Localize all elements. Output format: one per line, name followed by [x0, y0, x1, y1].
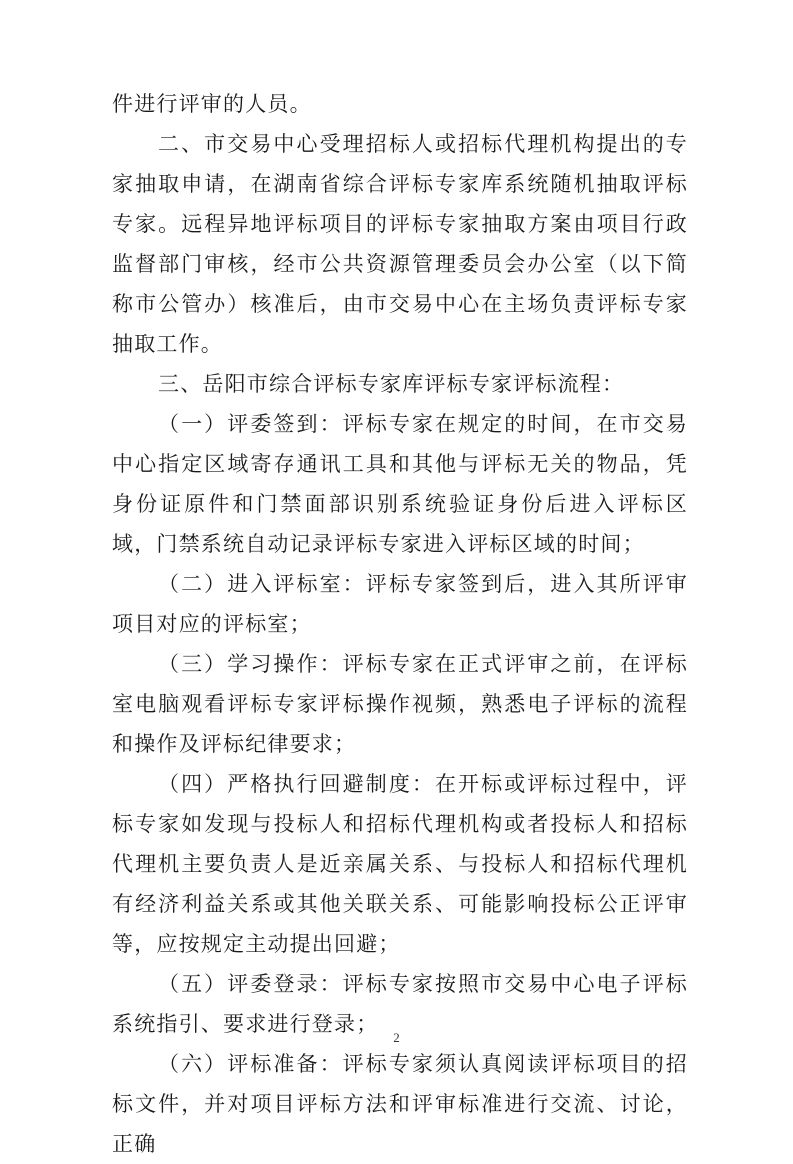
- paragraph-continuation: 件进行评审的人员。: [112, 92, 312, 116]
- page-number: 2: [393, 1030, 400, 1045]
- paragraph-item-4: （四）严格执行回避制度：在开标或评标过程中，评标专家如发现与投标人和招标代理机构或者投标人和招标代理机主要负责人是近亲属关系、与投标人和招标代理机有经济利益关系或其他关联关系、可能影响投标公正评审等，应按规定主动提出回避；: [112, 772, 688, 956]
- paragraph-item-3: （三）学习操作：评标专家在正式评审之前，在评标室电脑观看评标专家评标操作视频，熟悉电子评标的流程和操作及评标纪律要求；: [112, 652, 688, 756]
- paragraph-item-1: （一）评委签到：评标专家在规定的时间，在市交易中心指定区域寄存通讯工具和其他与评标无关的物品，凭身份证原件和门禁面部识别系统验证身份后进入评标区域，门禁系统自动记录评标专家进入评标区域的时间；: [112, 412, 688, 556]
- paragraph-item-2: （二）进入评标室：评标专家签到后，进入其所评审项目对应的评标室；: [112, 572, 688, 636]
- paragraph-item-5: （五）评委登录：评标专家按照市交易中心电子评标系统指引、要求进行登录；: [112, 972, 688, 1036]
- paragraph-item-6: （六）评标准备：评标专家须认真阅读评标项目的招标文件，并对项目评标方法和评审标准进行交流、讨论，正确: [112, 1052, 688, 1156]
- paragraph-section-3-heading: 三、岳阳市综合评标专家库评标专家评标流程：: [158, 372, 625, 396]
- body-text: [112, 84, 688, 1164]
- paragraph-section-2: 二、市交易中心受理招标人或招标代理机构提出的专家抽取申请，在湖南省综合评标专家库系统随机抽取评标专家。远程异地评标项目的评标专家抽取方案由项目行政监督部门审核，经市公共资源管理委员会办公室（以下简称市公管办）核准后，由市交易中心在主场负责评标专家抽取工作。: [112, 132, 688, 356]
